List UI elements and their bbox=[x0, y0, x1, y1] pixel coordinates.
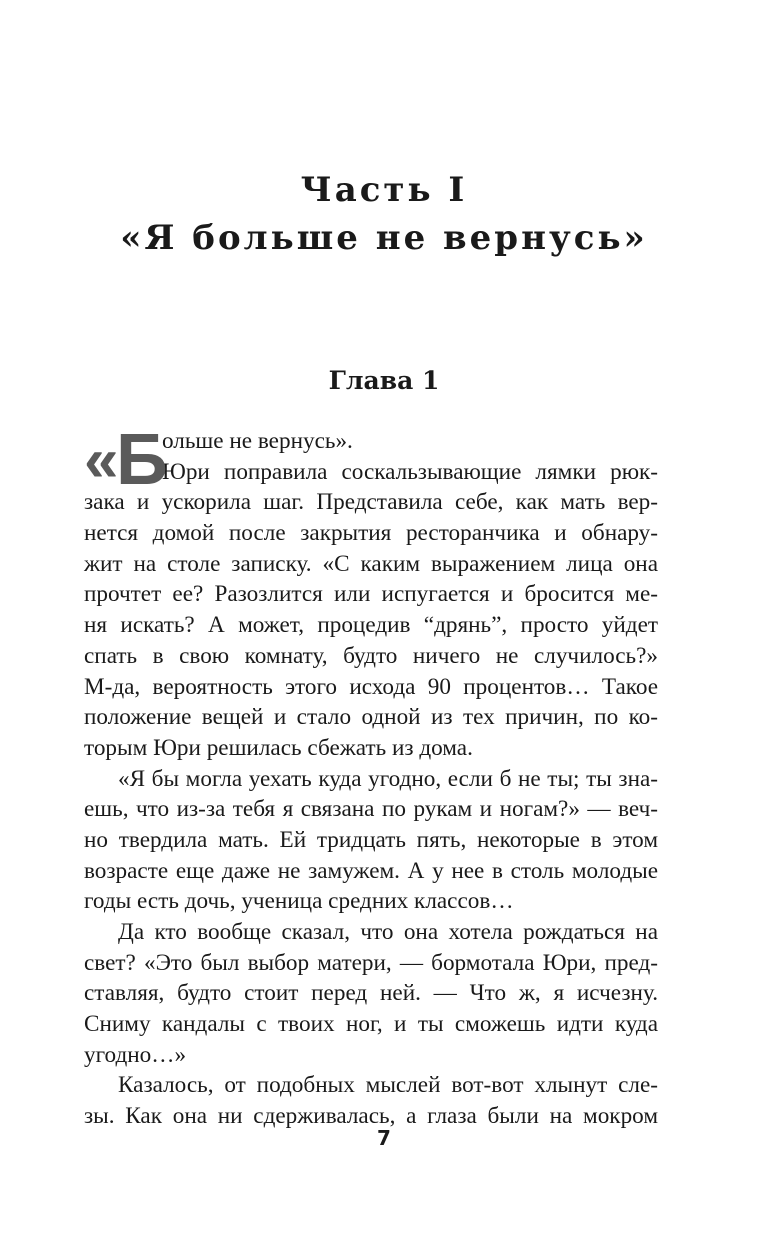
text-line: ставляя, будто стоит перед ней. — Что ж, я исчезну. bbox=[84, 980, 658, 1007]
text-line: но твердила мать. Ей тридцать пять, некоторые в этом bbox=[84, 826, 658, 853]
page-number: 7 bbox=[377, 1126, 391, 1150]
text-line: Юри поправила соскальзывающие лямки рюк- bbox=[162, 458, 658, 485]
text-line: годы есть дочь, ученица средних классов… bbox=[84, 888, 514, 915]
text-line: свет? «Это был выбор матери, — бормотала Юри, пред- bbox=[84, 949, 658, 976]
chapter-text bbox=[84, 420, 658, 1132]
text-line: М-да, вероятность этого исхода 90 процентов… Такое bbox=[84, 673, 658, 700]
chapter-title: Глава 1 bbox=[328, 366, 440, 395]
text-line: Сниму кандалы с твоих ног, и ты сможешь идти куда bbox=[84, 1011, 658, 1038]
drop-cap-letter: Б bbox=[116, 420, 168, 500]
text-line: ешь, что из-за тебя я связана по рукам и ногам?» — веч- bbox=[84, 796, 658, 823]
text-line: ня искать? А может, процедив “дрянь”, просто уйдет bbox=[84, 612, 658, 639]
text-line: зы. Как она ни сдерживалась, а глаза были на мокром bbox=[84, 1103, 658, 1130]
drop-cap-quote: « bbox=[84, 426, 119, 495]
text-line: прочтет ее? Разозлится или испугается и бросится ме- bbox=[84, 581, 658, 608]
part-name: «Я больше не вернусь» bbox=[120, 218, 648, 258]
text-line: нется домой после закрытия ресторанчика и обнару- bbox=[84, 520, 658, 547]
text-line: жит на столе записку. «С каким выражением лица она bbox=[84, 550, 658, 577]
text-line: ольше не вернусь». bbox=[162, 428, 353, 454]
text-line: возрасте еще даже не замужем. А у нее в столь молодые bbox=[84, 857, 658, 884]
text-line: Да кто вообще сказал, что она хотела рождаться на bbox=[118, 919, 658, 945]
text-line: Казалось, от подобных мыслей вот-вот хлынут сле- bbox=[118, 1072, 658, 1099]
drop-cap bbox=[84, 420, 168, 500]
text-line: положение вещей и стало одной из тех причин, по ко- bbox=[84, 704, 658, 731]
part-title bbox=[0, 166, 768, 262]
text-line: торым Юри решилась сбежать из дома. bbox=[84, 734, 473, 761]
text-line: спать в свою комнату, будто ничего не случилось?» bbox=[84, 642, 658, 669]
part-number: Часть I bbox=[300, 170, 468, 210]
text-line: «Я бы могла уехать куда угодно, если б не ты; ты зна- bbox=[118, 765, 658, 792]
text-line: угодно…» bbox=[84, 1041, 187, 1068]
text-line: зака и ускорила шаг. Представила себе, как мать вер- bbox=[84, 489, 658, 516]
